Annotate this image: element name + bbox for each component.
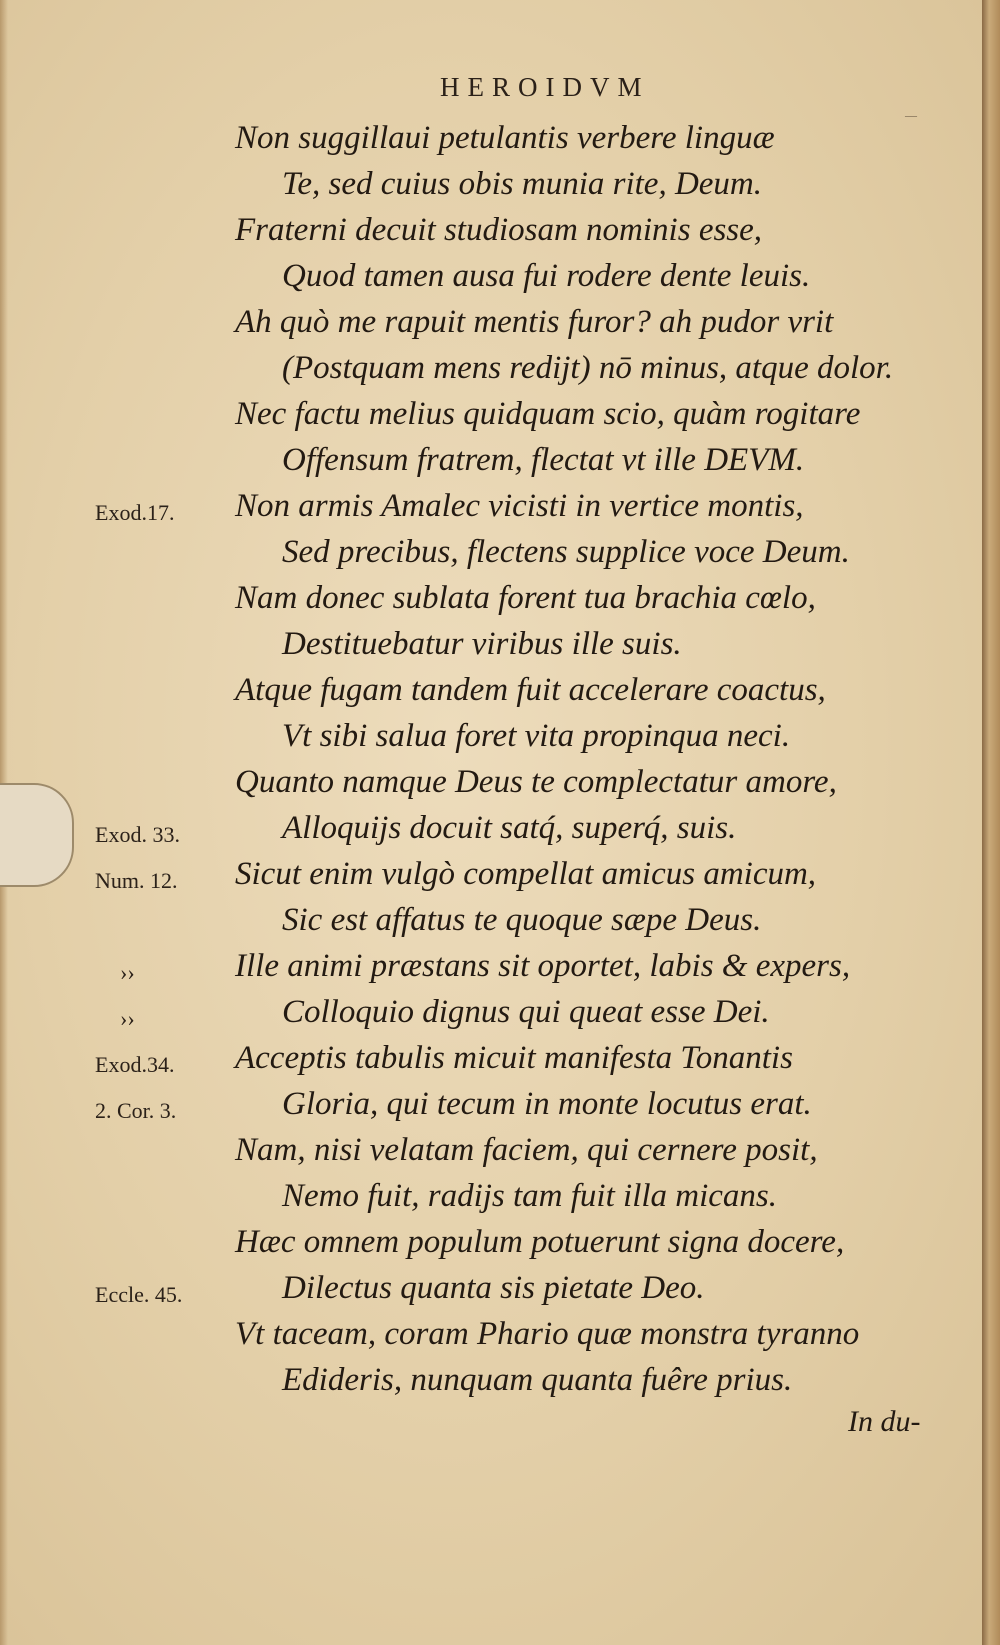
corner-mark: — bbox=[905, 108, 917, 122]
verse-line: Sicut enim vulgò compellat amicus amicum, bbox=[235, 856, 817, 892]
verse-line: Alloquiјs docuit satq́, superq́, suis. bbox=[282, 810, 737, 846]
verse-line: Sic est affatus te quoque sæpe Deus. bbox=[282, 902, 762, 938]
verse-line: (Postquam mens rediјt) nō minus, atque dolor. bbox=[282, 350, 894, 386]
verse-line: Hæc omnem populum potuerunt signa docere, bbox=[235, 1224, 845, 1260]
verse-line: Non armis Amalec vicisti in vertice montis, bbox=[235, 488, 804, 524]
verse-line: Vt taceam, coram Phario quæ monstra tyranno bbox=[235, 1316, 860, 1352]
verse-line: Quanto namque Deus te complectatur amore, bbox=[235, 764, 837, 800]
verse-line: Colloquio dignus qui queat esse Dei. bbox=[282, 994, 770, 1030]
page-tab-marker bbox=[0, 783, 74, 887]
margin-reference: Exod.34. bbox=[95, 1052, 175, 1077]
verse-line: Ah quò me rapuit mentis furor? ah pudor vrit bbox=[235, 304, 834, 340]
page-gutter bbox=[982, 0, 1000, 1645]
verse-line: Vt sibi salua foret vita propinqua neci. bbox=[282, 718, 791, 754]
verse-line: Ille animi præstans sit oportet, labis & expers, bbox=[235, 948, 851, 984]
verse-line: Te, sed cuius obis munia rite, Deum. bbox=[282, 166, 763, 202]
verse-line: Destituebatur viribus ille suis. bbox=[282, 626, 682, 662]
margin-ditto-mark: ›› bbox=[120, 960, 135, 985]
verse-line: Non suggillaui petulantis verbere linguæ bbox=[235, 120, 775, 156]
verse-line: Atque fugam tandem fuit accelerare coactus, bbox=[235, 672, 826, 708]
verse-line: Sed precibus, flectens supplice voce Deum. bbox=[282, 534, 850, 570]
verse-line: Gloria, qui tecum in monte locutus erat. bbox=[282, 1086, 812, 1122]
margin-reference: Eccle. 45. bbox=[95, 1282, 183, 1307]
running-head: HEROIDVM bbox=[440, 72, 650, 102]
verse-line: Nemo fuit, radiјs tam fuit illa micans. bbox=[282, 1178, 778, 1214]
verse-line: Fraterni decuit studiosam nominis esse, bbox=[235, 212, 763, 248]
margin-reference: Exod. 33. bbox=[95, 822, 180, 847]
verse-line: Dilectus quanta sis pietate Deo. bbox=[282, 1270, 705, 1306]
margin-reference: Exod.17. bbox=[95, 500, 175, 525]
catchword: In du- bbox=[848, 1405, 921, 1438]
margin-ditto-mark: ›› bbox=[120, 1006, 135, 1031]
margin-reference: 2. Cor. 3. bbox=[95, 1098, 177, 1123]
verse-line: Edideris, nunquam quanta fuêre prius. bbox=[282, 1362, 793, 1398]
verse-line: Quod tamen ausa fui rodere dente leuis. bbox=[282, 258, 811, 294]
verse-line: Acceptis tabulis micuit manifesta Tonantis bbox=[235, 1040, 793, 1076]
verse-line: Nec factu melius quidquam scio, quàm rogitare bbox=[235, 396, 861, 432]
verse-line: Nam, nisi velatam faciem, qui cernere posit, bbox=[235, 1132, 818, 1168]
margin-reference: Num. 12. bbox=[95, 868, 178, 893]
verse-line: Offensum fratrem, flectat vt ille DEVM. bbox=[282, 442, 805, 478]
verse-line: Nam donec sublata forent tua brachia cœlo, bbox=[235, 580, 816, 616]
